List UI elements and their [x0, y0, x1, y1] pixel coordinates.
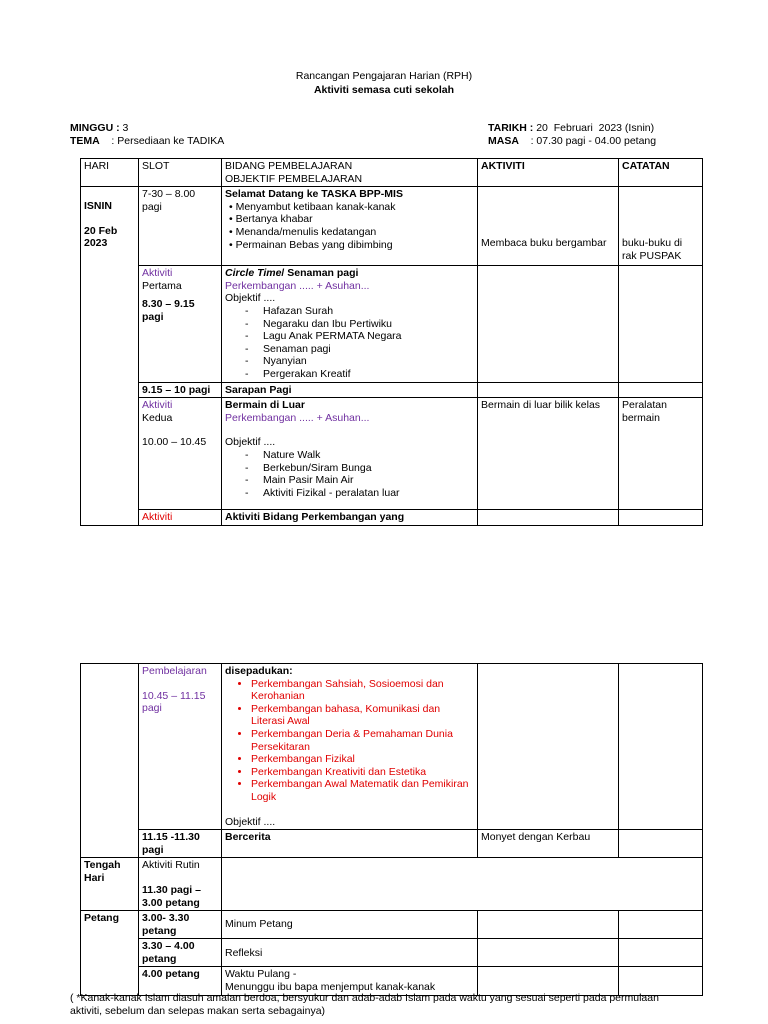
list-item: • Perkembangan bahasa, Komunikasi dan Literasi Awal	[251, 703, 474, 728]
table-row	[81, 510, 703, 526]
aktiviti-cell	[478, 382, 619, 398]
aktiviti-cell	[478, 939, 619, 967]
catatan-cell	[619, 830, 703, 858]
bidang-cell: Selamat Datang ke TASKA BPP-MIS • Menyambut ketibaan kanak-kanak • Bertanya khabar • Menanda/menulis kedatangan • Permainan Bebas yang dibimbing	[222, 187, 478, 266]
list-item: • Perkembangan Fizikal	[251, 753, 474, 766]
table-row	[81, 911, 703, 939]
masa-line	[488, 135, 656, 148]
header-bidang: BIDANG PEMBELAJARAN OBJEKTIF PEMBELAJARAN	[222, 159, 478, 187]
slot-cell: Pembelajaran 10.45 – 11.15 pagi	[139, 664, 222, 830]
rph-table-page1	[80, 158, 703, 526]
list-item: • Perkembangan Deria & Pemahaman Dunia Persekitaran	[251, 728, 474, 753]
aktiviti-cell: Membaca buku bergambar	[478, 187, 619, 266]
table-row	[81, 398, 703, 510]
perkembangan-list	[225, 678, 474, 804]
bidang-cell: Sarapan Pagi	[222, 382, 478, 398]
bidang-cell: Minum Petang	[222, 911, 478, 939]
aktiviti-cell	[478, 967, 619, 995]
aktiviti-cell	[478, 911, 619, 939]
tarikh-label: TARIKH :	[488, 122, 534, 134]
tarikh-value: 20 Februari 2023 (Isnin)	[533, 122, 655, 134]
minggu-label: MINGGU :	[70, 122, 120, 134]
aktiviti-cell	[478, 266, 619, 382]
slot-cell: Aktiviti Rutin 11.30 pagi – 3.00 petang	[139, 858, 222, 911]
slot-cell: 3.30 – 4.00 petang	[139, 939, 222, 967]
catatan-cell	[619, 911, 703, 939]
masa-value: : 07.30 pagi - 04.00 petang	[518, 135, 657, 147]
catatan-cell: Peralatan bermain	[619, 398, 703, 510]
catatan-cell	[619, 266, 703, 382]
table-row	[81, 939, 703, 967]
catatan-cell	[619, 382, 703, 398]
bidang-cell: Bermain di Luar Perkembangan ..... + Asuhan... Objektif .... - Nature Walk - Berkebun/Siram Bunga - Main Pasir Main Air - Aktiviti Fizikal - peralatan luar	[222, 398, 478, 510]
table-row	[81, 664, 703, 830]
aktiviti-cell: Monyet dengan Kerbau	[478, 830, 619, 858]
table-header-row	[81, 159, 703, 187]
slot-cell: Aktiviti	[139, 510, 222, 526]
catatan-cell	[619, 510, 703, 526]
tarikh-line	[488, 122, 654, 135]
table-row	[81, 830, 703, 858]
header-hari: HARI	[81, 159, 139, 187]
aktiviti-cell	[478, 664, 619, 830]
slot-cell: 3.00- 3.30 petang	[139, 911, 222, 939]
table-row	[81, 187, 703, 266]
hari-cell: Petang	[81, 911, 139, 996]
aktiviti-cell	[478, 510, 619, 526]
tema-value: : Persediaan ke TADIKA	[99, 135, 225, 147]
bidang-cell: Circle Time/ Senaman pagi Perkembangan ..... + Asuhan... Objektif .... - Hafazan Surah - Negaraku dan Ibu Pertiwiku - Lagu Anak PERMATA Negara - Senaman pagi - Nyanyian - Pergerakan Kreatif	[222, 266, 478, 382]
aktiviti-cell: Bermain di luar bilik kelas	[478, 398, 619, 510]
bidang-cell: Bercerita	[222, 830, 478, 858]
bidang-cell: disepadukan: • Perkembangan Sahsiah, Sosioemosi dan Kerohanian • Perkembangan bahasa, Komunikasi dan Literasi Awal • Perkembangan Deria & Pemahaman Dunia Persekitaran • Perkembangan Fizikal • Perkembangan Kreativiti dan Estetika • Perkembangan Awal Matematik dan Pemikiran Logik Objektif ....	[222, 664, 478, 830]
tema-line	[70, 135, 224, 148]
slot-cell: 9.15 – 10 pagi	[139, 382, 222, 398]
page-subtitle: Aktiviti semasa cuti sekolah	[313, 84, 455, 96]
slot-cell: 7-30 – 8.00 pagi	[139, 187, 222, 266]
catatan-cell: buku-buku di rak PUSPAK	[619, 187, 703, 266]
footnote: ( *Kanak-kanak Islam diasuh amalan berdoa, bersyukur dan adab-adab Islam pada waktu yang sesuai seperti pada permulaan aktiviti, sebelum dan selepas makan serta sebagainya)	[70, 992, 659, 1017]
catatan-cell	[619, 664, 703, 830]
slot-cell: Aktiviti Kedua 10.00 – 10.45	[139, 398, 222, 510]
bidang-cell: Waktu Pulang - Menunggu ibu bapa menjemput kanak-kanak	[222, 967, 478, 995]
table-row	[81, 858, 703, 911]
header-slot: SLOT	[139, 159, 222, 187]
header-catatan: CATATAN	[619, 159, 703, 187]
hari-cell: ISNIN 20 Feb 2023	[81, 187, 139, 526]
rph-table-page2	[80, 663, 703, 996]
slot-cell: 4.00 petang	[139, 967, 222, 995]
masa-label: MASA	[488, 135, 519, 147]
catatan-cell	[619, 939, 703, 967]
table-row	[81, 382, 703, 398]
hari-cell	[81, 664, 139, 858]
bidang-cell	[222, 858, 703, 911]
list-item: • Perkembangan Kreativiti dan Estetika	[251, 766, 474, 779]
minggu-line	[70, 122, 128, 135]
bidang-cell: Aktiviti Bidang Perkembangan yang	[222, 510, 478, 526]
list-item: • Perkembangan Awal Matematik dan Pemikiran Logik	[251, 778, 474, 803]
catatan-cell	[619, 967, 703, 995]
hari-cell: Tengah Hari	[81, 858, 139, 911]
bidang-cell: Refleksi	[222, 939, 478, 967]
table-row	[81, 967, 703, 995]
table-row	[81, 266, 703, 382]
slot-cell: Aktiviti Pertama 8.30 – 9.15 pagi	[139, 266, 222, 382]
minggu-value: 3	[119, 122, 129, 134]
list-item: • Perkembangan Sahsiah, Sosioemosi dan Kerohanian	[251, 678, 474, 703]
slot-cell: 11.15 -11.30 pagi	[139, 830, 222, 858]
page-title: Rancangan Pengajaran Harian (RPH)	[295, 70, 473, 82]
tema-label: TEMA	[70, 135, 100, 147]
header-aktiviti: AKTIVITI	[478, 159, 619, 187]
